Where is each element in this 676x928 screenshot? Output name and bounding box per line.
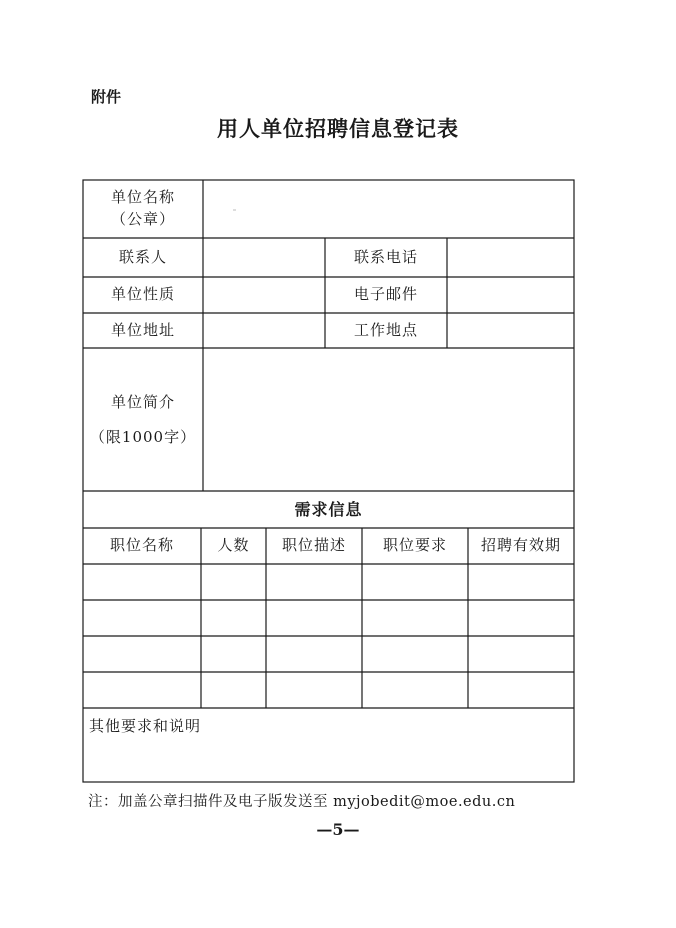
contact-person-field[interactable]	[203, 238, 325, 277]
page-title: 用人单位招聘信息登记表	[217, 117, 459, 141]
attachment-label: 附件	[91, 88, 122, 106]
unit-name-label-line1: 单位名称	[110, 188, 175, 207]
unit-name-label-line2: （公章）	[110, 210, 175, 228]
work-location-field[interactable]	[447, 313, 574, 348]
table-row[interactable]	[83, 672, 574, 708]
submission-note: 注：加盖公章扫描件及电子版发送至 myjobedit@moe.edu.cn	[88, 794, 516, 810]
email-field[interactable]	[447, 277, 574, 313]
contact-person-label: 联系人	[118, 247, 167, 266]
unit-intro-label-line2: （限1000字）	[89, 427, 197, 446]
email-label: 电子邮件	[353, 285, 418, 304]
unit-nature-field[interactable]	[203, 277, 325, 313]
unit-name-field[interactable]	[203, 180, 574, 238]
unit-intro-label	[83, 348, 203, 491]
column-header-validity-period: 招聘有效期	[480, 536, 561, 555]
contact-phone-field[interactable]	[447, 238, 574, 277]
unit-intro-label-line1: 单位简介	[110, 393, 175, 411]
unit-address-label: 单位地址	[110, 320, 175, 339]
column-header-position-description: 职位描述	[281, 536, 346, 555]
page-number: —5—	[316, 820, 360, 839]
demand-info-header: 需求信息	[294, 499, 363, 519]
unit-nature-label: 单位性质	[110, 285, 175, 304]
work-location-label: 工作地点	[353, 320, 418, 339]
column-header-headcount: 人数	[217, 536, 250, 555]
table-row[interactable]	[83, 636, 574, 672]
table-row[interactable]	[83, 600, 574, 636]
unit-intro-field[interactable]	[203, 348, 574, 491]
other-requirements-label: 其他要求和说明	[89, 717, 202, 735]
unit-address-field[interactable]	[203, 313, 325, 348]
contact-phone-label: 联系电话	[353, 247, 418, 266]
column-header-position-name: 职位名称	[109, 536, 174, 555]
column-header-position-requirements: 职位要求	[382, 536, 447, 555]
table-row[interactable]	[83, 564, 574, 600]
unit-name-label	[83, 180, 203, 238]
